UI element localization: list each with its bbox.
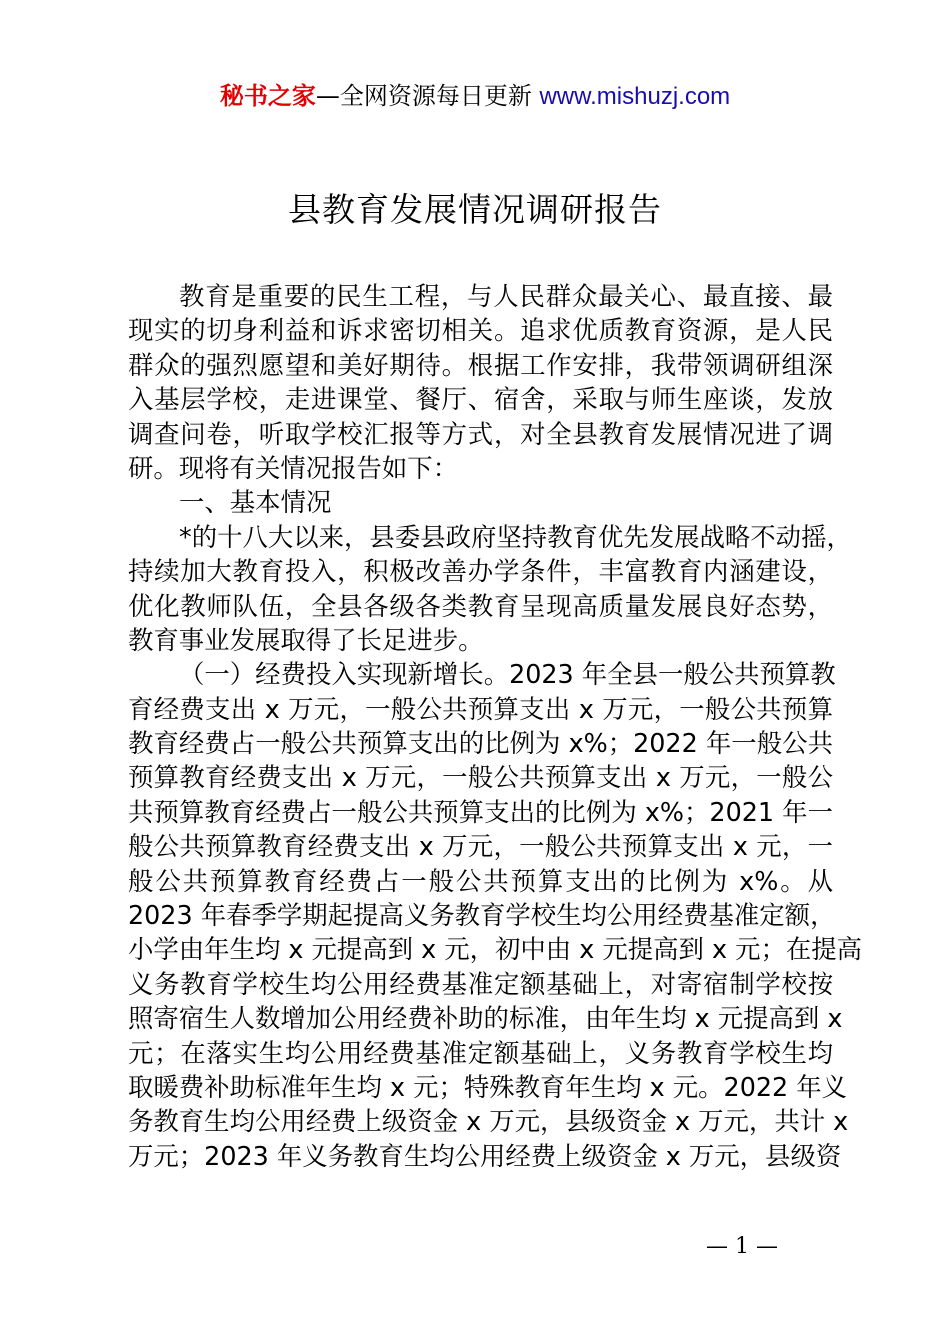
body-text-line: 元；在落实生均公用经费基准定额基础上，义务教育学校生均 — [128, 1037, 833, 1068]
body-text-line: 共预算教育经费占一般公共预算支出的比例为 x%；2021 年一 — [128, 796, 833, 827]
body-text-line: 入基层学校，走进课堂、餐厅、宿舍，采取与师生座谈，发放 — [128, 384, 833, 415]
banner-brand: 秘书之家 — [219, 82, 316, 110]
body-text-line: 预算教育经费支出 x 万元，一般公共预算支出 x 万元，一般公 — [128, 762, 833, 793]
body-text-line: 教育经费占一般公共预算支出的比例为 x%；2022 年一般公共 — [128, 728, 833, 759]
body-text-line: 持续加大教育投入，积极改善办学条件，丰富教育内涵建设， — [128, 556, 833, 587]
body-text-line: 取暖费补助标准年生均 x 元；特殊教育年生均 x 元。2022 年义 — [128, 1071, 848, 1102]
page-number: — 1 — — [706, 1234, 778, 1259]
body-text-line: 教育是重要的民生工程，与人民群众最关心、最直接、最 — [179, 281, 833, 311]
body-text-line: 现实的切身利益和诉求密切相关。追求优质教育资源，是人民 — [128, 315, 833, 346]
body-text-line: 小学由年生均 x 元提高到 x 元，初中由 x 元提高到 x 元；在提高 — [128, 934, 863, 965]
body-text-line: 般公共预算教育经费支出 x 万元，一般公共预算支出 x 元，一 — [128, 831, 833, 862]
body-text-line: 育经费支出 x 万元，一般公共预算支出 x 万元，一般公共预算 — [128, 693, 833, 724]
body-text-line: 教育事业发展取得了长足进步。 — [128, 624, 484, 655]
body-text-line: 调查问卷，听取学校汇报等方式，对全县教育发展情况进了调 — [128, 418, 833, 449]
banner-tagline: —全网资源每日更新 — [315, 82, 540, 110]
body-text-line: 务教育生均公用经费上级资金 x 万元，县级资金 x 万元，共计 x — [128, 1106, 849, 1137]
body-text-line: 一、基本情况 — [179, 487, 332, 518]
body-text-line: 2023 年春季学期起提高义务教育学校生均公用经费基准定额， — [128, 900, 836, 931]
body-text-line: 般公共预算教育经费占一般公共预算支出的比例为 x%。从 — [128, 865, 833, 896]
body-text-line: 万元；2023 年义务教育生均公用经费上级资金 x 万元，县级资 — [128, 1140, 842, 1171]
banner-url-link[interactable]: www.mishuzj.com — [539, 83, 731, 110]
site-banner — [0, 78, 950, 115]
body-text-line: 群众的强烈愿望和美好期待。根据工作安排，我带领调研组深 — [128, 349, 833, 380]
document-body — [128, 279, 863, 1173]
body-text-line: *的十八大以来，县委县政府坚持教育优先发展战略不动摇， — [179, 521, 852, 552]
body-text-line: （一）经费投入实现新增长。2023 年全县一般公共预算教 — [179, 659, 836, 690]
body-text-line: 优化教师队伍，全县各级各类教育呈现高质量发展良好态势， — [128, 590, 833, 621]
body-text-line: 义务教育学校生均公用经费基准定额基础上，对寄宿制学校按 — [128, 968, 833, 999]
body-text-line: 照寄宿生人数增加公用经费补助的标准，由年生均 x 元提高到 x — [128, 1003, 843, 1034]
document-title: 县教育发展情况调研报告 — [288, 190, 662, 229]
body-text-line: 研。现将有关情况报告如下： — [128, 452, 459, 483]
